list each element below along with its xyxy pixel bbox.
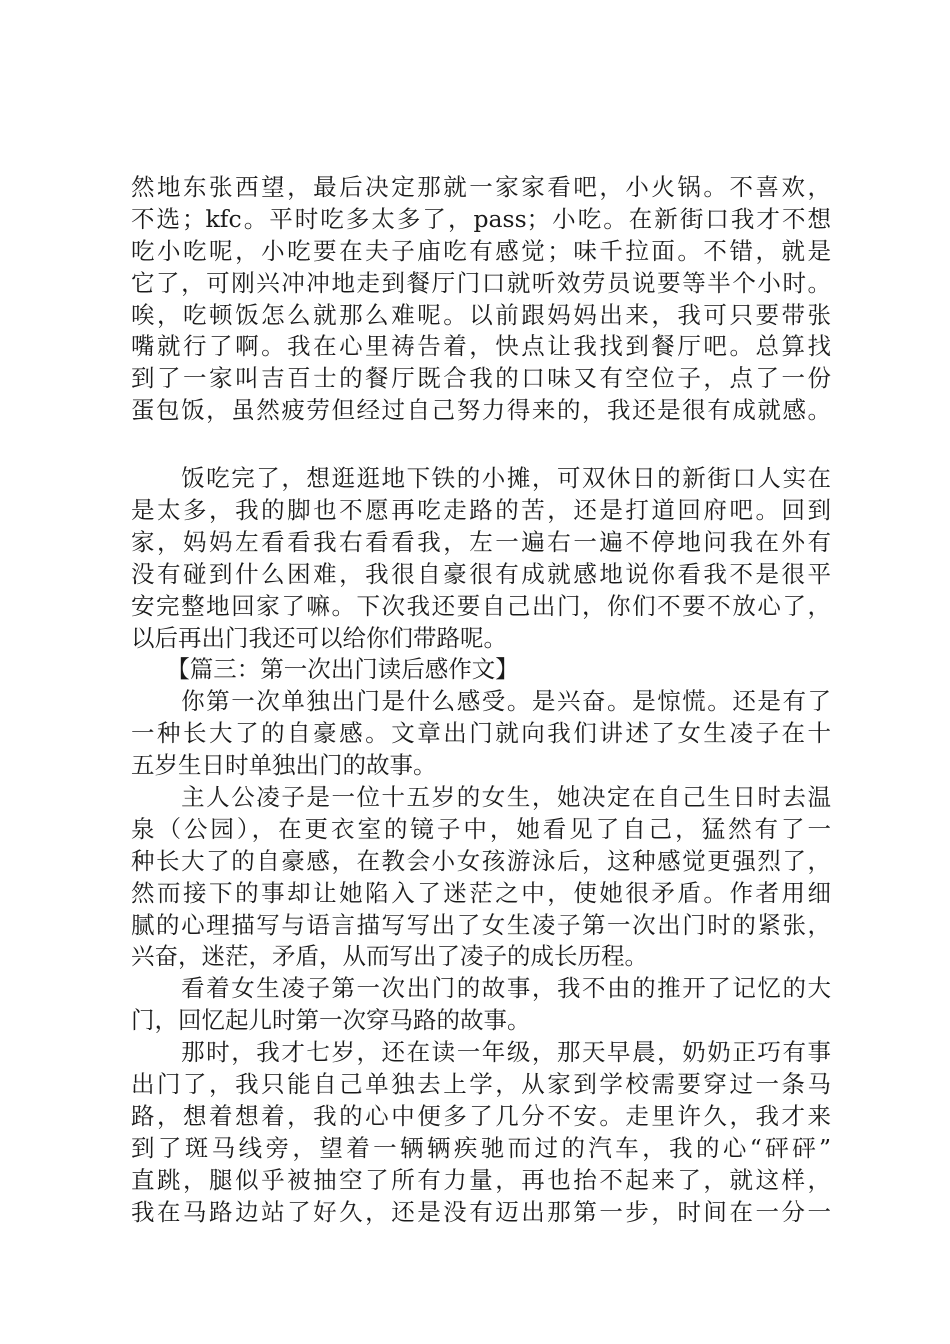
text-line: 五岁生日时单独出门的故事。 [131, 751, 437, 780]
text-line: 泉（公园），在更衣室的镜子中，她看见了自己，猛然有了一 [131, 814, 831, 843]
text-line: 直跳，腿似乎被抽空了所有力量，再也抬不起来了，就这样， [131, 1165, 831, 1194]
paragraph-gap [131, 427, 831, 463]
text-line: 饭吃完了，想逛逛地下铁的小摊，可双休日的新街口人实在 [131, 464, 831, 493]
text-line: 到了一家叫吉百士的餐厅既合我的口味又有空位子，点了一份 [131, 364, 831, 393]
paragraph-4 [131, 782, 831, 973]
text-line: 吃小吃呢，小吃要在夫子庙吃有感觉；味千拉面。不错，就是 [131, 236, 831, 265]
text-line: 它了，可刚兴冲冲地走到餐厅门口就听效劳员说要等半个小时。 [131, 268, 831, 297]
text-line: 不选；kfc。平时吃多太多了，pass；小吃。在新街口我才不想 [131, 204, 831, 233]
text-line: 门，回忆起儿时第一次穿马路的故事。 [131, 1006, 531, 1035]
text-line: 然而接下的事却让她陷入了迷茫之中，使她很矛盾。作者用细 [131, 878, 831, 907]
text-line: 到了斑马线旁，望着一辆辆疾驰而过的汽车，我的心“砰砰” [131, 1133, 831, 1162]
text-line: 嘴就行了啊。我在心里祷告着，快点让我找到餐厅吧。总算找 [131, 332, 831, 361]
text-line: 出门了，我只能自己单独去上学，从家到学校需要穿过一条马 [131, 1070, 831, 1099]
paragraph-5 [131, 973, 831, 1037]
text-line: 主人公凌子是一位十五岁的女生，她决定在自己生日时去温 [131, 783, 831, 812]
text-line: 蛋包饭，虽然疲劳但经过自己努力得来的，我还是很有成就感。 [131, 396, 831, 425]
text-line: 那时，我才七岁，还在读一年级，那天早晨，奶奶正巧有事 [131, 1038, 831, 1067]
text-line: 没有碰到什么困难，我很自豪很有成就感地说你看我不是很平 [131, 559, 831, 588]
text-line: 一种长大了的自豪感。文章出门就向我们讲述了女生凌子在十 [131, 719, 831, 748]
text-line: 家，妈妈左看看我右看看我，左一遍右一遍不停地问我在外有 [131, 527, 831, 556]
document-page [131, 172, 831, 1229]
paragraph-6 [131, 1037, 831, 1228]
text-line: 看着女生凌子第一次出门的故事，我不由的推开了记忆的大 [131, 974, 831, 1003]
text-line: 路，想着想着，我的心中便多了几分不安。走里许久，我才来 [131, 1101, 831, 1130]
text-line: 你第一次单独出门是什么感受。是兴奋。是惊慌。还是有了 [131, 687, 831, 716]
text-line: 唉，吃顿饭怎么就那么难呢。以前跟妈妈出来，我可只要带张 [131, 300, 831, 329]
text-line: 我在马路边站了好久，还是没有迈出那第一步，时间在一分一 [131, 1197, 831, 1226]
text-line: 兴奋，迷茫，矛盾，从而写出了凌子的成长历程。 [131, 942, 648, 971]
text-line: 安完整地回家了嘛。下次我还要自己出门，你们不要不放心了， [131, 591, 831, 620]
paragraph-2 [131, 463, 831, 654]
paragraph-3 [131, 686, 831, 782]
text-line: 是太多，我的脚也不愿再吃走路的苦，还是打道回府吧。回到 [131, 496, 831, 525]
paragraph-1 [131, 172, 831, 427]
text-line: 然地东张西望，最后决定那就一家家看吧，小火锅。不喜欢， [131, 173, 831, 201]
text-line: 种长大了的自豪感，在教会小女孩游泳后，这种感觉更强烈了， [131, 846, 831, 875]
section-title: 【篇三：第一次出门读后感作文】 [131, 655, 519, 684]
text-line: 腻的心理描写与语言描写写出了女生凌子第一次出门时的紧张， [131, 910, 831, 939]
text-line: 以后再出门我还可以给你们带路呢。 [131, 623, 507, 652]
section-heading [131, 654, 831, 686]
